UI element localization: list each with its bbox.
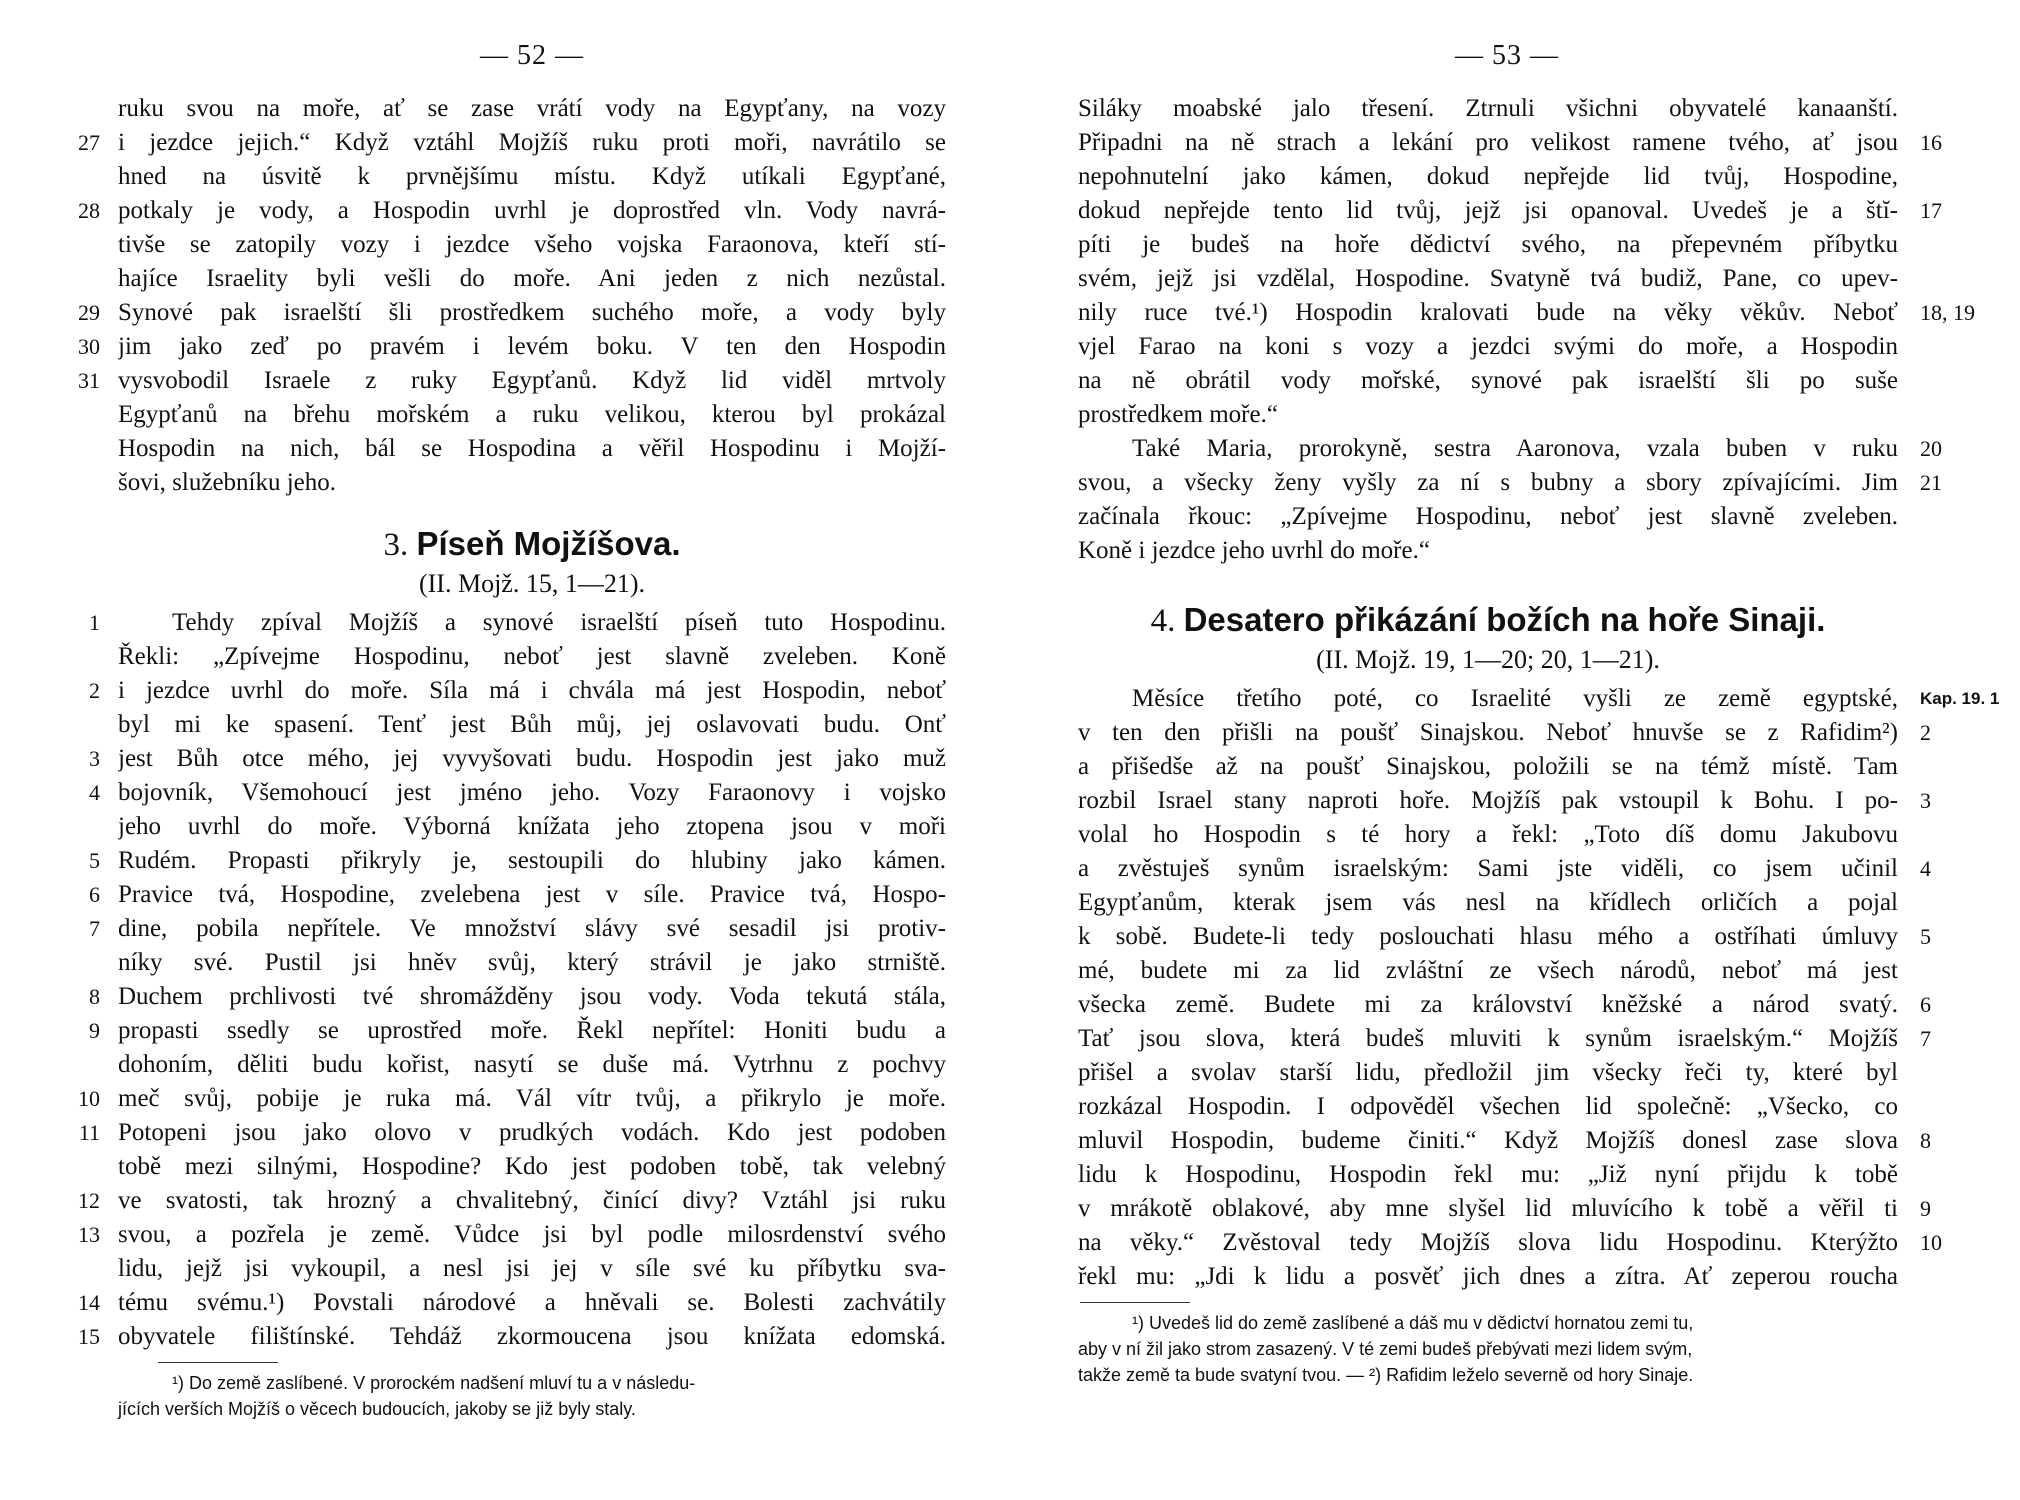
line-text: všecka země. Budete mi za království kněžské a národ svatý.: [1078, 991, 1898, 1018]
verse-number: 30: [78, 334, 100, 359]
text-line: [118, 466, 946, 500]
verse-number: 14: [78, 1290, 100, 1315]
verse-number: 3: [89, 746, 100, 771]
text-line: [118, 1150, 946, 1184]
text-line: [1078, 1158, 1898, 1192]
text-line: [1078, 466, 1942, 500]
verse-number: 28: [78, 198, 100, 223]
verse-number: 8: [1920, 1128, 1931, 1153]
verse-number: 5: [1920, 924, 1931, 949]
line-text: níky své. Pustil jsi hněv svůj, který strávil je jako strniště.: [118, 949, 946, 976]
text-line: [1078, 398, 1898, 432]
text-column: [1078, 92, 2000, 1388]
section-number: 3.: [383, 527, 409, 563]
line-text: Egypťanům, kterak jsem vás nesl na křídlech orličích a pojal: [1078, 889, 1898, 916]
line-text: mé, budete mi za lid zvláštní ze všech národů, neboť má jest: [1078, 957, 1898, 984]
line-text: volal ho Hospodin s té hory a řekl: „Toto díš domu Jakubovu: [1078, 821, 1898, 848]
line-text: Tať jsou slova, která budeš mluviti k synům israelským.“ Mojžíš: [1078, 1025, 1898, 1052]
text-line: [1078, 296, 1975, 330]
section-title: Desatero přikázání božích na hoře Sinaji.: [1183, 601, 1826, 638]
line-text: šovi, služebníku jeho.: [118, 469, 337, 496]
verse-number: 13: [78, 1222, 100, 1247]
line-text: dokud nepřejde tento lid tvůj, jejž jsi opanoval. Uvedeš je a štĭ-: [1078, 197, 1898, 224]
text-line: [1078, 1226, 1942, 1260]
section-heading: [118, 522, 946, 566]
line-text: mluvil Hospodin, budeme činiti.“ Když Mojžíš donesl zase slova: [1078, 1127, 1898, 1154]
text-line: [118, 160, 946, 194]
line-text: rozkázal Hospodin. I odpověděl všechen lid společně: „Všecko, co: [1078, 1093, 1898, 1120]
text-line: [1078, 1090, 1898, 1124]
text-line: [78, 1218, 946, 1252]
text-line: [89, 606, 946, 640]
text-line: [1078, 500, 1898, 534]
footnote-text: takže země ta bude svatyní tvou. — ²) Rafidim leželo severně od hory Sinaje.: [1078, 1365, 1694, 1385]
section-number: 4.: [1150, 603, 1176, 639]
footnote-divider: [1078, 1294, 1898, 1310]
line-text: a přišedše až na poušť Sinajskou, položili se na témž místě. Tam: [1078, 753, 1898, 780]
verse-number: 31: [78, 368, 100, 393]
line-text: nily ruce tvé.¹) Hospodin kralovati bude na věky věkův. Neboť: [1078, 299, 1898, 326]
text-line: [1078, 262, 1898, 296]
line-text: tobě mezi silnými, Hospodine? Kdo jest podoben tobě, tak velebný: [118, 1153, 946, 1180]
line-text: ve svatosti, tak hrozný a chvalitebný, činící divy? Vztáhl jsi ruku: [118, 1187, 946, 1214]
text-line: [1078, 160, 1898, 194]
text-line: [1078, 682, 2000, 716]
text-line: [89, 912, 946, 946]
text-line: [1078, 920, 1931, 954]
footnote-line: [1078, 1336, 1898, 1362]
text-line: [78, 364, 946, 398]
line-text: byl mi ke spasení. Tenť jest Bůh můj, jej oslavovati budu. Onť: [118, 711, 946, 738]
footnote-line: [1078, 1310, 1898, 1336]
verse-number: 7: [1920, 1026, 1931, 1051]
text-line: [118, 1252, 946, 1286]
line-text: tému svému.¹) Povstali národové a hněvali se. Bolesti zachvátily: [118, 1289, 946, 1316]
line-text: na ně obrátil vody mořské, synové pak israelští šli po suše: [1078, 367, 1898, 394]
line-text: tivše se zatopily vozy i jezdce všeho vojska Faraonova, kteří stí-: [118, 231, 946, 258]
line-text: prostředkem moře.“: [1078, 401, 1278, 428]
verse-number: 18, 19: [1920, 300, 1975, 325]
line-text: k sobě. Budete-li tedy poslouchati hlasu mého a ostříhati úmluvy: [1078, 923, 1898, 950]
section-reference: (II. Mojž. 15, 1—21).: [418, 569, 645, 598]
page-number: — 52 —: [480, 40, 584, 71]
line-text: Potopeni jsou jako olovo v prudkých vodách. Kdo jest podoben: [118, 1119, 946, 1146]
text-line: [1078, 92, 1898, 126]
text-line: [78, 296, 946, 330]
verse-number: 4: [89, 780, 100, 805]
line-text: na věky.“ Zvěstoval tedy Mojžíš slova lidu Hospodinu. Kterýžto: [1078, 1229, 1898, 1256]
line-text: jim jako zeď po pravém i levém boku. V ten den Hospodin: [118, 333, 946, 360]
text-line: [1078, 364, 1898, 398]
text-column: [78, 92, 946, 1422]
verse-block: [1078, 92, 1975, 568]
verse-number: 2: [89, 678, 100, 703]
text-line: [118, 398, 946, 432]
verse-number: 29: [78, 300, 100, 325]
line-text: Koně i jezdce jeho uvrhl do moře.“: [1078, 537, 1430, 564]
footnote-line: [118, 1396, 946, 1422]
verse-number: 7: [89, 916, 100, 941]
verse-block: [78, 92, 946, 500]
text-line: [1078, 194, 1942, 228]
text-line: [1078, 784, 1931, 818]
footnotes: [118, 1370, 946, 1422]
text-line: [118, 1048, 946, 1082]
verse-number: 6: [89, 882, 100, 907]
verse-number: 2: [1920, 720, 1931, 745]
text-line: [118, 640, 946, 674]
line-text: píti je budeš na hoře dědictví svého, na přepevném příbytku: [1078, 231, 1898, 258]
section-heading: [1078, 598, 1898, 642]
line-text: bojovník, Všemohoucí jest jméno jeho. Vozy Faraonovy i vojsko: [118, 779, 946, 806]
verse-number: 6: [1920, 992, 1931, 1017]
verse-number: 9: [89, 1018, 100, 1043]
line-text: Egypťanů na břehu mořském a ruku velikou, kterou byl prokázal: [118, 401, 946, 428]
line-text: jeho uvrhl do moře. Výborná knížata jeho ztopena jsou v moři: [118, 813, 946, 840]
text-line: [118, 946, 946, 980]
line-text: v ten den přišli na poušť Sinajskou. Neboť hnuvše se z Rafidim²): [1078, 719, 1898, 746]
text-line: [89, 742, 946, 776]
line-text: i jezdce jejich.“ Když vztáhl Mojžíš ruku proti moři, navrátilo se: [118, 129, 946, 156]
text-line: [78, 1286, 946, 1320]
text-line: [118, 262, 946, 296]
page-number: — 53 —: [1455, 40, 1559, 71]
line-text: Měsíce třetího poté, co Israelité vyšli ze země egyptské,: [1132, 685, 1898, 712]
line-text: svou, a všecky ženy vyšly za ní s bubny a sbory zpívajícími. Jim: [1078, 469, 1898, 496]
verse-number: 16: [1920, 130, 1942, 155]
line-text: nepohnutelní jako kámen, dokud nepřejde lid tvůj, Hospodine,: [1078, 163, 1898, 190]
verse-number: 10: [78, 1086, 100, 1111]
text-line: [118, 810, 946, 844]
text-line: [89, 844, 946, 878]
text-line: [1078, 228, 1898, 262]
footnote-divider: [118, 1354, 946, 1370]
text-line: [78, 1184, 946, 1218]
verse-number: 17: [1920, 198, 1942, 223]
text-line: [78, 1320, 946, 1354]
footnote-text: jících verších Mojžíš o věcech budoucích, jakoby se již byly staly.: [118, 1399, 636, 1419]
line-text: lidu, jejž jsi vykoupil, a nesl jsi jej v síle své ku příbytku sva-: [118, 1255, 946, 1282]
verse-block: [78, 606, 946, 1354]
text-line: [1078, 1124, 1931, 1158]
text-line: [78, 1082, 946, 1116]
text-line: [1078, 1260, 1898, 1294]
footnote-line: [1078, 1362, 1898, 1388]
line-text: ruku svou na moře, ať se zase vrátí vody na Egypťany, na vozy: [118, 95, 946, 122]
line-text: Duchem prchlivosti tvé shromážděny jsou vody. Voda tekutá stála,: [118, 983, 946, 1010]
line-text: potkaly je vody, a Hospodin uvrhl je doprostřed vln. Vody navrá-: [118, 197, 946, 224]
line-text: Hospodin na nich, bál se Hospodina a věřil Hospodinu i Mojží-: [118, 435, 946, 462]
line-text: vjel Farao na koni s vozy a jezdci svými do moře, a Hospodin: [1078, 333, 1898, 360]
verse-number: 5: [89, 848, 100, 873]
line-text: obyvatele filištínské. Tehdáž zkormoucena jsou knížata edomská.: [118, 1323, 946, 1350]
text-line: [1078, 988, 1931, 1022]
text-line: [89, 776, 946, 810]
verse-number: 9: [1920, 1196, 1931, 1221]
text-line: [1078, 330, 1898, 364]
text-line: [89, 674, 946, 708]
text-line: [1078, 1022, 1931, 1056]
line-text: propasti ssedly se uprostřed moře. Řekl nepřítel: Honiti budu a: [118, 1017, 946, 1044]
text-line: [78, 194, 946, 228]
text-line: [1078, 818, 1898, 852]
text-line: [1078, 852, 1931, 886]
line-text: meč svůj, pobije je ruka má. Vál vítr tvůj, a přikrylo je moře.: [118, 1085, 946, 1112]
right-page: [1000, 0, 2020, 1500]
line-text: dohoním, děliti budu kořist, nasytí se duše má. Vytrhnu z pochvy: [118, 1051, 946, 1078]
verse-number: 11: [78, 1120, 100, 1145]
line-text: Siláky moabské jalo třesení. Ztrnuli všichni obyvatelé kanaanští.: [1078, 95, 1898, 122]
verse-number: 21: [1920, 470, 1942, 495]
verse-number: 1: [89, 610, 100, 635]
text-line: [118, 708, 946, 742]
text-line: [89, 878, 946, 912]
verse-number: 10: [1920, 1230, 1942, 1255]
line-text: rozbil Israel stany naproti hoře. Mojžíš pak vstoupil k Bohu. I po-: [1078, 787, 1898, 814]
line-text: svou, a pozřela je země. Vůdce jsi byl podle milosrdenství svého: [118, 1221, 946, 1248]
verse-number: 27: [78, 130, 100, 155]
verse-block: [1078, 682, 2000, 1294]
text-line: [89, 1014, 946, 1048]
text-line: [118, 432, 946, 466]
verse-number: 4: [1920, 856, 1931, 881]
line-text: začínala řkouc: „Zpívejme Hospodinu, neboť jest slavně zveleben.: [1078, 503, 1898, 530]
footnote-text: aby v ní žil jako strom zasazený. V té zemi budeš přebývati mezi lidem svým,: [1078, 1339, 1693, 1359]
footnote-text: ¹) Uvedeš lid do země zaslíbené a dáš mu v dědictví hornatou zemi tu,: [1132, 1313, 1694, 1333]
text-line: [78, 1116, 946, 1150]
section-title: Píseň Mojžíšova.: [416, 525, 681, 562]
text-line: [118, 228, 946, 262]
line-text: přišel a svolav starší lidu, předložil jim všecky řeči ty, které byl: [1078, 1059, 1898, 1086]
line-text: hned na úsvitě k prvnějšímu místu. Když utíkali Egypťané,: [118, 163, 946, 190]
line-text: a zvěstuješ synům israelským: Sami jste viděli, co jsem učinil: [1078, 855, 1898, 882]
verse-number: 12: [78, 1188, 100, 1213]
line-text: vysvobodil Israele z ruky Egypťanů. Když lid viděl mrtvoly: [118, 367, 946, 394]
line-text: svém, jejž jsi vzdělal, Hospodine. Svatyně tvá budiž, Pane, co upev-: [1078, 265, 1898, 292]
line-text: Připadni na ně strach a lekání pro velikost ramene tvého, ať jsou: [1078, 129, 1898, 156]
line-text: Také Maria, prorokyně, sestra Aaronova, vzala buben v ruku: [1132, 435, 1898, 462]
verse-number: 8: [89, 984, 100, 1009]
line-text: jest Bůh otce mého, jej vyvyšovati budu. Hospodin jest jako muž: [118, 745, 946, 772]
text-line: [1078, 1056, 1898, 1090]
text-line: [1078, 534, 1898, 568]
text-line: [1078, 954, 1898, 988]
line-text: Synové pak israelští šli prostředkem suchého moře, a vody byly: [118, 299, 946, 326]
verse-number: 15: [78, 1324, 100, 1349]
line-text: dine, pobila nepřítele. Ve množství slávy své sesadil jsi protiv-: [118, 915, 946, 942]
footnote-line: [118, 1370, 946, 1396]
section-reference: (II. Mojž. 19, 1—20; 20, 1—21).: [1316, 645, 1660, 674]
text-line: [1078, 1192, 1931, 1226]
line-text: v mrákotě oblakové, aby mne slyšel lid mluvícího k tobě a věřil ti: [1078, 1195, 1898, 1222]
footnote-text: ¹) Do země zaslíbené. V prorockém nadšení mluví tu a v následu-: [172, 1373, 696, 1393]
line-text: Pravice tvá, Hospodine, zvelebena jest v síle. Pravice tvá, Hospo-: [118, 881, 946, 908]
text-line: [1078, 716, 1931, 750]
footnotes: [1078, 1310, 1898, 1388]
line-text: lidu k Hospodinu, Hospodin řekl mu: „Již nyní přijdu k tobě: [1078, 1161, 1898, 1188]
line-text: Tehdy zpíval Mojžíš a synové israelští píseň tuto Hospodinu.: [172, 609, 946, 636]
text-line: [1078, 126, 1942, 160]
line-text: i jezdce uvrhl do moře. Síla má i chvála má jest Hospodin, neboť: [118, 677, 946, 704]
line-text: Řekli: „Zpívejme Hospodinu, neboť jest slavně zveleben. Koně: [118, 643, 946, 670]
text-line: [118, 92, 946, 126]
text-line: [78, 330, 946, 364]
text-line: [89, 980, 946, 1014]
left-page: [0, 0, 1000, 1500]
text-line: [78, 126, 946, 160]
text-line: [1078, 432, 1942, 466]
verse-number: 3: [1920, 788, 1931, 813]
line-text: Rudém. Propasti přikryly je, sestoupili do hlubiny jako kámen.: [118, 847, 946, 874]
verse-number: 20: [1920, 436, 1942, 461]
line-text: hajíce Israelity byli vešli do moře. Ani jeden z nich nezůstal.: [118, 265, 946, 292]
line-text: řekl mu: „Jdi k lidu a posvěť jich dnes a zítra. Ať zeperou roucha: [1078, 1263, 1898, 1290]
text-line: [1078, 886, 1898, 920]
text-line: [1078, 750, 1898, 784]
chapter-marker: Kap. 19. 1: [1920, 689, 2000, 708]
